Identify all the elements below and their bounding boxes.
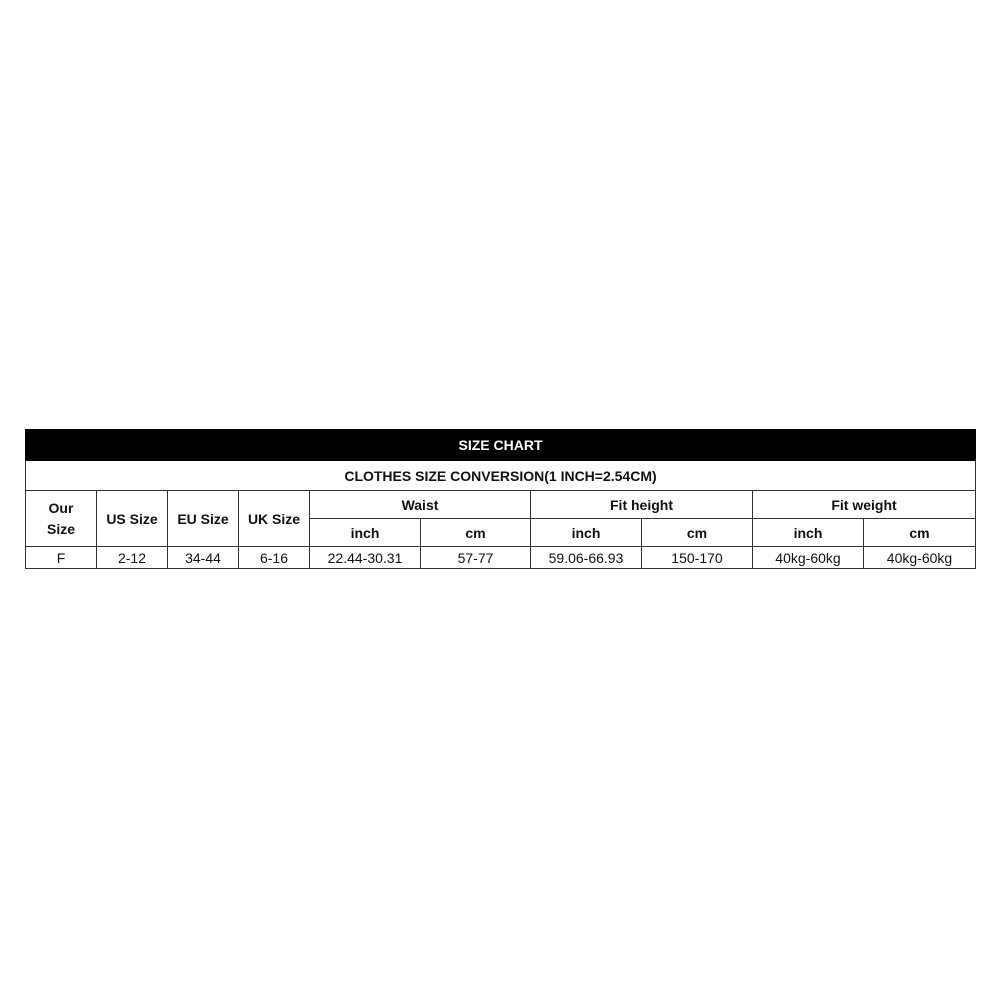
cell-weight-cm: 40kg-60kg: [864, 547, 976, 569]
header-fit-height: Fit height: [531, 491, 753, 519]
cell-us-size: 2-12: [97, 547, 168, 569]
unit-weight-inch: inch: [753, 519, 864, 547]
cell-uk-size: 6-16: [239, 547, 310, 569]
header-us-size: US Size: [97, 491, 168, 547]
header-our-size-line1: Our: [48, 499, 74, 516]
subtitle-row: [26, 461, 976, 491]
cell-weight-inch: 40kg-60kg: [753, 547, 864, 569]
cell-our-size: F: [26, 547, 97, 569]
cell-height-cm: 150-170: [642, 547, 753, 569]
header-eu-size: EU Size: [168, 491, 239, 547]
header-fit-weight: Fit weight: [753, 491, 976, 519]
table-row: [26, 547, 976, 569]
title-row: [26, 430, 976, 461]
header-row-main: [26, 491, 976, 519]
table-subtitle: CLOTHES SIZE CONVERSION(1 INCH=2.54CM): [26, 461, 976, 491]
cell-eu-size: 34-44: [168, 547, 239, 569]
unit-waist-cm: cm: [421, 519, 531, 547]
cell-height-inch: 59.06-66.93: [531, 547, 642, 569]
header-our-size-line2: Size: [46, 520, 75, 537]
unit-height-inch: inch: [531, 519, 642, 547]
size-chart-table: [25, 429, 976, 569]
header-waist: Waist: [310, 491, 531, 519]
header-our-size: [26, 491, 97, 547]
unit-waist-inch: inch: [310, 519, 421, 547]
cell-waist-inch: 22.44-30.31: [310, 547, 421, 569]
table-title: SIZE CHART: [26, 430, 976, 461]
unit-weight-cm: cm: [864, 519, 976, 547]
unit-height-cm: cm: [642, 519, 753, 547]
cell-waist-cm: 57-77: [421, 547, 531, 569]
header-uk-size: UK Size: [239, 491, 310, 547]
